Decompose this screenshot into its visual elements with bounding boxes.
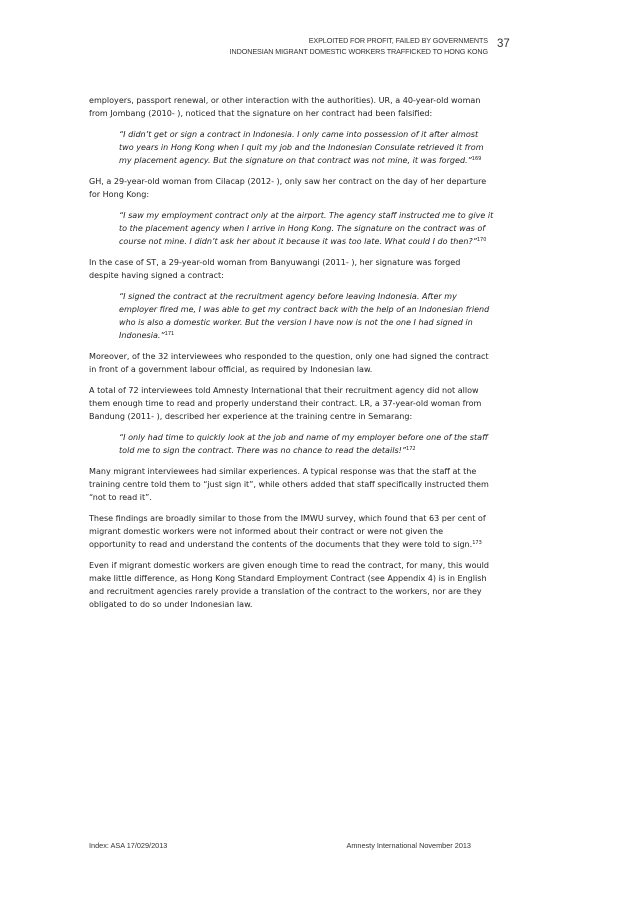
block-quote (119, 431, 494, 457)
paragraph: GH, a 29-year-old woman from Cilacap (2012- ), only saw her contract on the day of her departure for Hong Kong: (89, 177, 487, 199)
paragraph: A total of 72 interviewees told Amnesty International that their recruitment agency did not allow them enough time to read and properly understand their contract. LR, a 37-year-old woman from Bandung (2011- ), described her experience at the training centre in Semarang: (89, 386, 482, 421)
paragraph: Moreover, of the 32 interviewees who responded to the question, only one had signed the contract in front of a government labour official, as required by Indonesian law. (89, 352, 489, 374)
paragraph: Many migrant interviewees had similar experiences. A typical response was that the staff at the training centre told them to “just sign it”, while others added that staff specifically instructed them “not to read it”. (89, 467, 489, 502)
paragraph: employers, passport renewal, or other interaction with the authorities). UR, a 40-year-old woman from Jombang (2010- ), noticed that the signature on her contract had been falsified: (89, 96, 481, 118)
page-number: 37 (497, 38, 510, 50)
footnote-ref[interactable]: 170 (476, 237, 487, 243)
page-body (89, 94, 494, 619)
paragraph-text: These findings are broadly similar to those from the IMWU survey, which found that 63 per cent of migrant domestic workers were not informed about their contract or were not given the opportunity to read and understand the contents of the documents that they were told to sign. (89, 514, 486, 549)
footnote-ref[interactable]: 172 (406, 446, 416, 452)
footnote-ref[interactable]: 173 (472, 540, 482, 546)
footnote-ref[interactable]: 169 (471, 156, 482, 162)
header-title: EXPLOITED FOR PROFIT, FAILED BY GOVERNMENTS (308, 36, 488, 45)
block-quote (119, 290, 494, 342)
paragraph (89, 512, 489, 551)
publisher-date: Amnesty International November 2013 (346, 841, 471, 850)
document-index: Index: ASA 17/029/2013 (89, 841, 168, 850)
quote-text: “I saw my employment contract only at the airport. The agency staff instructed me to give it to the placement agency when I arrive in Hong Kong. The signature on the contract was of course not mine. I didn’t ask her about it because it was too late. What could I do then?” (119, 211, 494, 246)
quote-text: “I signed the contract at the recruitment agency before leaving Indonesia. After my employer fired me, I was able to get my contract back with the help of an Indonesian friend who is also a domestic worker. But the version I have now is not the one I had signed in Indonesia.” (119, 292, 490, 340)
block-quote (119, 209, 494, 248)
block-quote (119, 128, 494, 167)
header-subtitle: INDONESIAN MIGRANT DOMESTIC WORKERS TRAFFICKED TO HONG KONG (229, 46, 488, 56)
page-footer (89, 841, 471, 850)
quote-text: “I didn’t get or sign a contract in Indonesia. I only came into possession of it after almost two years in Hong Kong when I quit my job and the Indonesian Consulate retrieved it from my placement agency. But the signature on that contract was not mine, it was forged.” (119, 130, 484, 165)
quote-text: “I only had time to quickly look at the job and name of my employer before one of the staff told me to sign the contract. There was no chance to read the details!” (119, 433, 488, 455)
paragraph: Even if migrant domestic workers are given enough time to read the contract, for many, this would make little difference, as Hong Kong Standard Employment Contract (see Appendix 4) is in English and recruitment agencies rarely provide a translation of the contract to the workers, nor are they obligated to do so under Indonesian law. (89, 561, 489, 609)
footnote-ref[interactable]: 171 (164, 331, 175, 337)
running-header (188, 36, 488, 57)
paragraph: In the case of ST, a 29-year-old woman from Banyuwangi (2011- ), her signature was forged despite having signed a contract: (89, 258, 461, 280)
